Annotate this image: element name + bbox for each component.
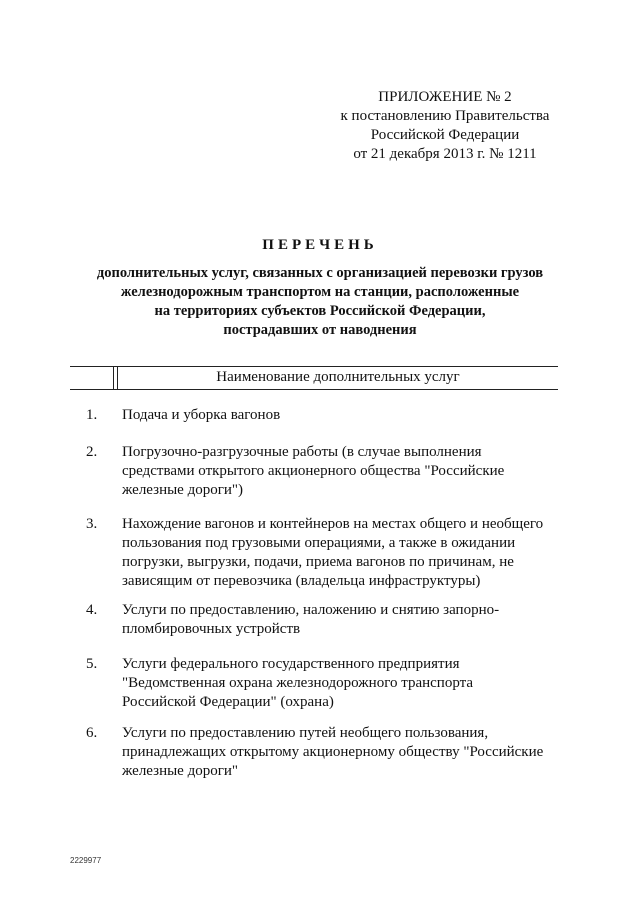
- item-line: "Ведомственная охрана железнодорожного транспорта: [122, 675, 474, 691]
- item-line: средствами открытого акционерного общества "Российские: [122, 463, 505, 479]
- subtitle-line: на территориях субъектов Российской Федерации,: [154, 303, 486, 319]
- table-header: [70, 366, 558, 390]
- item-line: зависящим от перевозчика (владельца инфраструктуры): [122, 573, 481, 589]
- item-line: Подача и уборка вагонов: [122, 407, 281, 423]
- item-text: [122, 655, 562, 712]
- document-subtitle: [60, 264, 580, 340]
- table-header-bottom-rule: [70, 389, 558, 390]
- item-line: Услуги по предоставлению путей необщего пользования,: [122, 725, 489, 741]
- appendix-reference: к постановлению Правительства: [340, 108, 550, 124]
- document-title: ПЕРЕЧЕНЬ: [262, 237, 378, 253]
- document-code: 2229977: [70, 856, 102, 865]
- appendix-date-number: от 21 декабря 2013 г. № 1211: [353, 146, 537, 162]
- item-number: 6.: [86, 725, 98, 741]
- subtitle-line: дополнительных услуг, связанных с организацией перевозки грузов: [96, 265, 544, 281]
- appendix-authority: Российской Федерации: [370, 127, 520, 143]
- item-text: [122, 406, 562, 425]
- appendix-title: ПРИЛОЖЕНИЕ № 2: [378, 89, 512, 105]
- item-line: железные дороги": [122, 763, 239, 779]
- item-number: 5.: [86, 656, 98, 672]
- item-text: [122, 601, 562, 639]
- item-text: [122, 724, 562, 781]
- item-line: Услуги по предоставлению, наложению и снятию запорно-: [122, 602, 500, 618]
- item-line: пломбировочных устройств: [122, 621, 301, 637]
- table-header-top-rule: [70, 366, 558, 367]
- item-number: 3.: [86, 516, 98, 532]
- item-number: 1.: [86, 407, 98, 423]
- item-line: погрузки, выгрузки, подачи, приема вагонов по причинам, не: [122, 554, 514, 570]
- table-header-divider: [113, 366, 114, 390]
- item-text: [122, 515, 562, 591]
- table-header-label: Наименование дополнительных услуг: [216, 369, 460, 385]
- item-line: железные дороги"): [122, 482, 244, 498]
- subtitle-line: пострадавших от наводнения: [223, 322, 417, 338]
- item-line: Российской Федерации" (охрана): [122, 694, 334, 710]
- item-line: Услуги федерального государственного предприятия: [122, 656, 460, 672]
- item-line: Нахождение вагонов и контейнеров на местах общего и необщего: [122, 516, 544, 532]
- item-line: пользования под грузовыми операциями, а также в ожидании: [122, 535, 516, 551]
- appendix-block: [330, 88, 560, 164]
- item-text: [122, 443, 562, 500]
- item-number: 4.: [86, 602, 98, 618]
- item-number: 2.: [86, 444, 98, 460]
- item-line: принадлежащих открытому акционерному обществу "Российские: [122, 744, 544, 760]
- subtitle-line: железнодорожным транспортом на станции, расположенные: [120, 284, 520, 300]
- item-line: Погрузочно-разгрузочные работы (в случае выполнения: [122, 444, 482, 460]
